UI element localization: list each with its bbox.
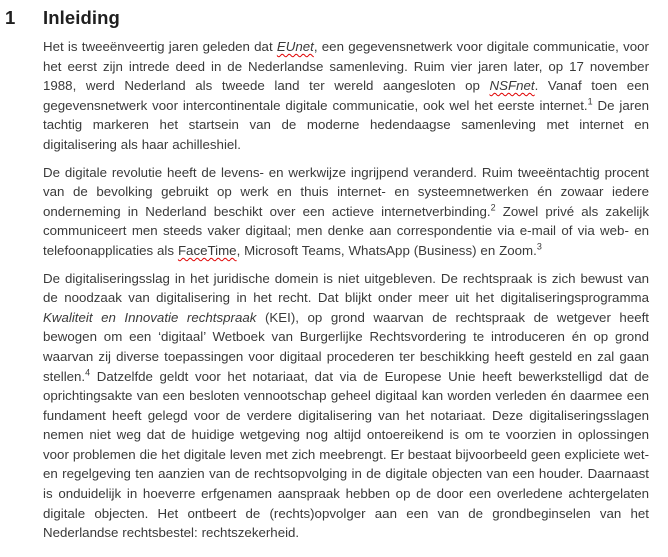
- document-body: [43, 37, 653, 543]
- spellcheck-term: EUnet: [276, 39, 314, 54]
- spellcheck-term: NSFnet: [489, 78, 535, 94]
- section-number: 1: [5, 7, 16, 28]
- paragraph: [43, 37, 653, 155]
- section-title: Inleiding: [43, 7, 120, 28]
- text-run: De jaren tachtig markeren het startsein van de moderne hedendaagse samenleving met internet en digitalisering als haar achilleshiel.: [43, 97, 653, 152]
- text-run: . Vanaf toen een gegevensnetwerk voor intercontinentale digitale communicatie, ook wel het eerste internet.: [43, 78, 653, 113]
- paragraph: [43, 269, 653, 543]
- footnote-marker: 2: [490, 202, 496, 213]
- footnote-marker: 4: [85, 367, 91, 378]
- text-run: De digitale revolutie heeft de levens- en werkwijze ingrijpend veranderd. Ruim tweeëntachtig procent van de bevolking gebruikt op werk en thuis internet- en systeemnetwerken én zowaar iedere onderneming in Nederland beschikt over een actieve internetverbinding.: [43, 164, 653, 219]
- section-heading: [5, 7, 649, 29]
- text-run: , Microsoft Teams, WhatsApp (Business) en Zoom.: [236, 242, 537, 258]
- spellcheck-term: FaceTime: [177, 242, 237, 258]
- paragraph: [43, 163, 653, 261]
- italic-text-run: Kwaliteit en Innovatie rechtspraak: [43, 309, 257, 325]
- text-run: , een gegevensnetwerk voor digitale communicatie, voor het eerst zijn intrede deed in de Nederlandse samenleving. Ruim vier jaren later, op 17 november 1988, werd Nederland als tweede land ter wereld aangesloten op: [43, 39, 653, 94]
- text-run: (KEI), op grond waarvan de rechtspraak de wetgever heeft bewogen om een ‘digitaal’ Wetboek van Burgerlijke Rechtsvordering te introduceren én op grond waarvan zij diverse toepassingen voor digitaal procederen ter beschikking heeft gesteld en zal gaan stellen.: [43, 309, 653, 384]
- text-run: De digitaliseringsslag in het juridische domein is niet uitgebleven. De rechtspraak is zich bewust van de noodzaak van digitalisering in het recht. Dat blijkt onder meer uit het digitaliseringsprogramma: [43, 270, 653, 306]
- text-run: Het is tweeënveertig jaren geleden dat: [43, 39, 277, 54]
- text-run: Zowel privé als zakelijk communiceert men steeds vaker digitaal; men denke aan correspondentie via e-mail of via web- en telefoonapplicaties als: [43, 203, 653, 258]
- footnote-marker: 1: [587, 96, 593, 107]
- text-run: Datzelfde geldt voor het notariaat, dat via de Europese Unie heeft bewerkstelligd dat de oprichtingsakte van een besloten vennootschap geheel digitaal kan worden verleden én daarmee een fundament heeft gelegd voor de verdere digitalisering van het notariaat. Deze digitaliseringsslagen nemen niet weg dat de huidige wetgeving nog altijd ontoereikend is om te voorzien in oplossingen voor problemen die het digitale leven met zich meebrengt. Er bestaat bijvoorbeeld geen expliciete wet- en regelgeving ten aanzien van de rechtsopvolging in de digitale objecten van een houder. Daarnaast is onduidelijk in hoeverre erfgenamen aanspraak hebben op de door een overledene achtergelaten digitale objecten. Het ontbeert de (rechts)opvolger aan een van de grondbeginselen van het Nederlandse rechtsbestel: rechtszekerheid.: [43, 368, 653, 541]
- footnote-marker: 3: [536, 241, 542, 252]
